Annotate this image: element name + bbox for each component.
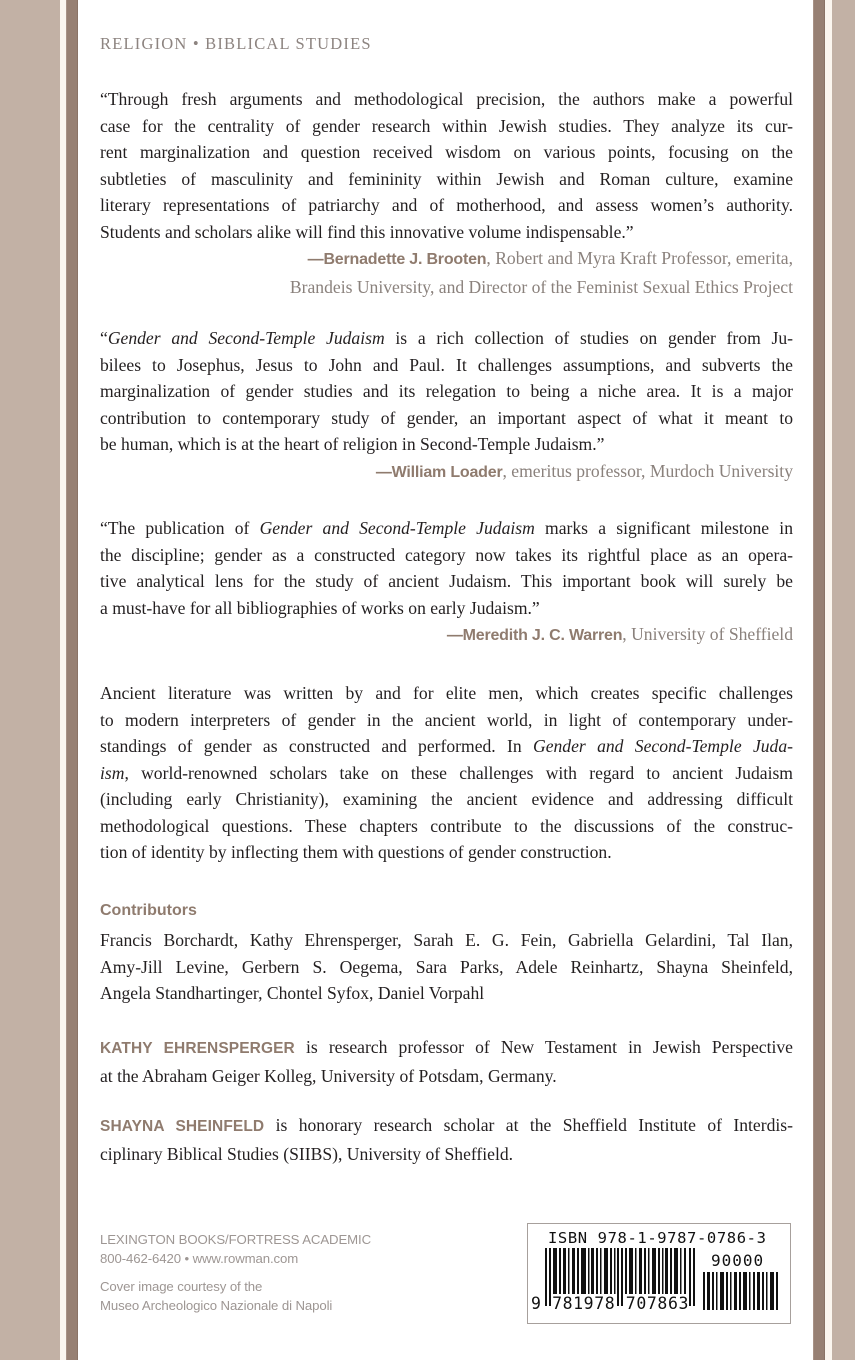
- endorsement-1-quote: “Through fresh arguments and methodological precision, the authors make a powerful case for the centrality of gender research within Jewish studies. They analyze its cur- rent marginalization and question received wisdom on various points, focusing on the subtleties of masculinity and femininity within Jewish and Roman culture, examine literary representations of patriarchy and of motherhood, and assess women’s authority. Students and scholars alike will find this innovative volume indispensable.”: [100, 89, 793, 242]
- cover-credit: Museo Archeologico Nazionale di Napoli: [100, 1298, 333, 1313]
- isbn-label: ISBN 978-1-9787-0786-3: [548, 1229, 767, 1247]
- endorser-name: —Bernadette J. Brooten: [307, 251, 487, 268]
- editor-name: SHAYNA SHEINFELD: [100, 1118, 265, 1135]
- right-outer-band: [832, 0, 855, 1360]
- contributors-heading: Contributors: [100, 902, 197, 919]
- left-inner-band: [66, 0, 78, 1360]
- editor-bio-sheinfeld: SHAYNA SHEINFELD is honorary research scholar at the Sheffield Institute of Interdis- ciplinary Biblical Studies (SIIBS), University of Sheffield.: [100, 1115, 793, 1164]
- editor-bio-ehrensperger: KATHY EHRENSPERGER is research professor of New Testament in Jewish Perspective at the Abraham Geiger Kolleg, University of Potsdam, Germany.: [100, 1037, 793, 1086]
- endorsement-2-quote: “Gender and Second-Temple Judaism is a rich collection of studies on gender from Ju- bilees to Josephus, Jesus to John and Paul. It challenges assumptions, and subverts the marginalization of gender studies and its relegation to being a niche area. It is a major contribution to contemporary study of gender, an important aspect of what it meant to be human, which is at the heart of religion in Second-Temple Judaism.”: [100, 328, 793, 454]
- publisher-info: [100, 1230, 371, 1315]
- book-title-italic: Gender and Second-Temple Judaism: [107, 328, 385, 348]
- endorser-name: —William Loader: [375, 464, 503, 481]
- ean-digits: 9 781978 707863: [531, 1294, 690, 1313]
- endorser-name: —Meredith J. C. Warren: [446, 627, 623, 644]
- category-label: RELIGION • BIBLICAL STUDIES: [100, 34, 372, 53]
- addon-barcode-icon: [703, 1272, 779, 1310]
- book-title-italic: Gender and Second-Temple Judaism: [259, 518, 535, 538]
- publisher-contact: 800-462-6420 • www.rowman.com: [100, 1251, 299, 1266]
- editor-name: KATHY EHRENSPERGER: [100, 1040, 295, 1057]
- endorsement-2-attribution: —William Loader, emeritus professor, Murdoch University: [375, 461, 793, 481]
- cover-credit: Cover image courtesy of the: [100, 1279, 263, 1294]
- endorsement-1-attribution: —Bernadette J. Brooten, Robert and Myra Kraft Professor, emerita, Brandeis University, and Director of the Feminist Sexual Ethics Project: [289, 248, 793, 297]
- isbn-barcode: [527, 1223, 791, 1324]
- left-outer-band: [0, 0, 60, 1360]
- right-cream-strip: [825, 0, 832, 1360]
- right-inner-band: [813, 0, 825, 1360]
- book-title-italic: Gender and Second-Temple Juda-: [533, 736, 793, 756]
- endorsement-3-quote: “The publication of Gender and Second-Temple Judaism marks a significant milestone in the discipline; gender as a constructed category now takes its rightful place as an opera- tive analytical lens for the study of ancient Judaism. This important book will surely be a must-have for all bibliographies of works on early Judaism.”: [100, 518, 793, 618]
- book-description: Ancient literature was written by and for elite men, which creates specific challenges to modern interpreters of gender in the ancient world, in light of contemporary under- standings of gender as constructed and performed. In Gender and Second-Temple Juda- ism, world-renowned scholars take on these challenges with regard to ancient Judaism (including early Christianity), examining the ancient evidence and addressing difficult methodological questions. These chapters contribute to the discussions of the construc- tion of identity by inflecting them with questions of gender construction.: [100, 683, 793, 862]
- price-code: 90000: [711, 1251, 765, 1270]
- endorsement-3-attribution: —Meredith J. C. Warren, University of Sheffield: [446, 624, 793, 644]
- contributors-list: Francis Borchardt, Kathy Ehrensperger, Sarah E. G. Fein, Gabriella Gelardini, Tal Ilan, Amy-Jill Levine, Gerbern S. Oegema, Sara Parks, Adele Reinhartz, Shayna Sheinfeld, Angela Standhartinger, Chontel Syfox, Daniel Vorpahl: [100, 930, 793, 1003]
- publisher-name: LEXINGTON BOOKS/FORTRESS ACADEMIC: [100, 1232, 372, 1247]
